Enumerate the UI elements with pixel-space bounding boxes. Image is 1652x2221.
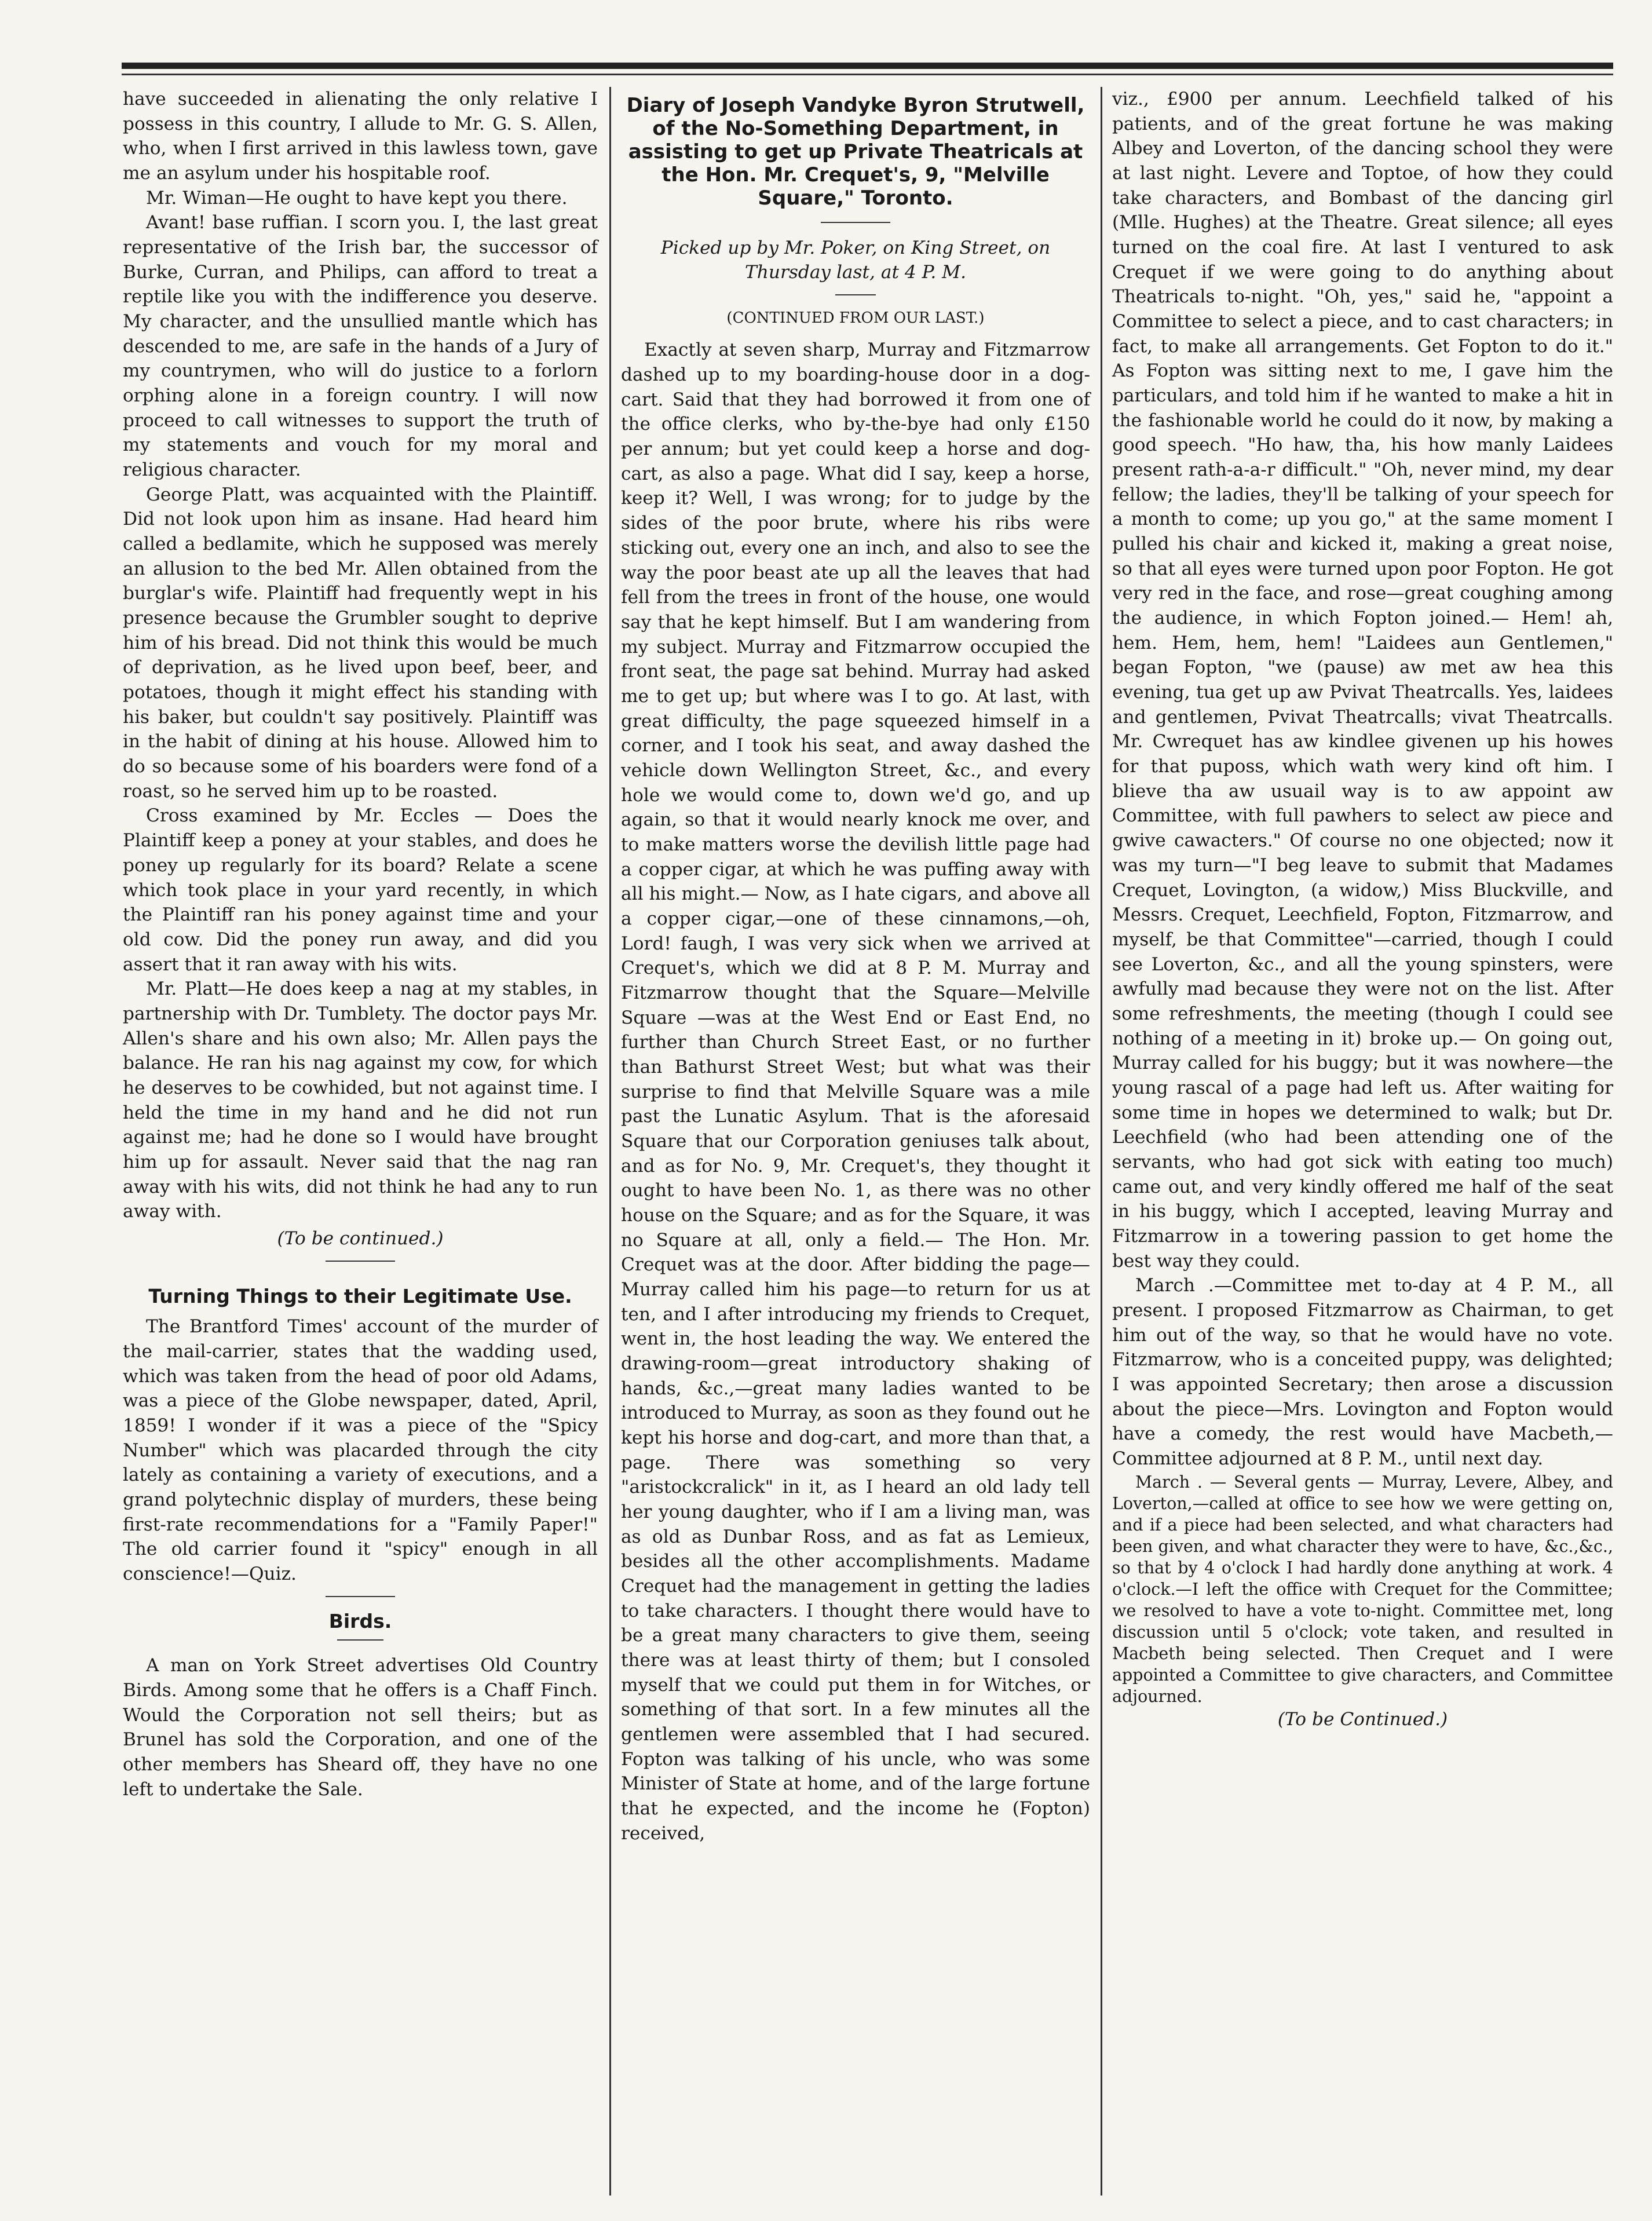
section-rule: [326, 1261, 395, 1262]
section-rule: [821, 222, 890, 223]
paragraph-birds: A man on York Street advertises Old Country Birds. Among some that he offers is a Chaff Finch. Would the Corporation not sell theirs; but as Brunel has sold the Corporation, and one of the other members has Sheard off, they have no one left to undertake the Sale.: [123, 1655, 598, 1800]
paragraph-diary-continued: viz., £900 per annum. Leechfield talked of his patients, and of the great fortune he was making Albey and Loverton, of the dancing school they were at last night. Levere and Toptoe, of how they could take characters, and Bombast of the dancing girl (Mlle. Hughes) at the Theatre. Great silence; all eyes turned on the coal fire. At last I ventured to ask Crequet if we were going to do anything about Theatricals to-night. "Oh, yes," said he, "appoint a Committee to select a piece, and to cast characters; in fact, to make all arrangements. Get Fopton to do it." As Fopton was sitting next to me, I gave him the particulars, and told him if he wanted to make a hit in the fashionable world he could do it now, by making a good speech. "Ho haw, tha, his how manly Laidees present rath-a-a-r difficult." "Oh, never mind, my dear fellow; the ladies, they'll be talking of your speech for a month to come; up you go," at the same moment I pulled his chair and kicked it, making a great noise, so that all eyes were turned upon poor Fopton. He got very red in the face, and rose—great coughing among the audience, in which Fopton joined.— Hem! ah, hem. Hem, hem, hem! "Laidees aun Gentlemen," began Fopton, "we (pause) aw met aw hea this evening, tua get up aw Pvivat Theatrcalls. Yes, laidees and gentlemen, Pvivat Theatrcalls; vivat Theatrcalls. Mr. Cwrequet has aw kindlee givenen up his howes for that puposs, which wath wery kind oft him. I blieve tha aw usuail way is to aw appoint aw Committee, with full pawhers to select aw piece and gwive cawacters." Of course no one objected; now it was my turn—"I beg leave to submit that Madames Crequet, Lovington, (a widow,) Miss Bluckville, and Messrs. Crequet, Leechfield, Fopton, Fitzmarrow, and myself, be that Committee"—carried, though I could see Loverton, &c., and all the young spinsters, were awfully mad because they were not on the list. After some refreshments, the meeting (though I could see nothing of a meeting in it) broke up.— On going out, Murray called for his buggy; but it was nowhere—the young rascal of a page had left us. After waiting for some time in hopes we determined to walk; but Dr. Leechfield (who had been attending one of the servants, who had got sick with eating too much) came out, and very kindly offered me half of the seat in his buggy, which I accepted, leaving Murray and Fitzmarrow in a towering passion to get home the best way they could.: [1112, 89, 1613, 1272]
paragraph-avant: Avant! base ruffian. I scorn you. I, the last great representative of the Irish bar, the successor of Burke, Curran, and Philips, can afford to treat a reptile like you with the indifference you deserve. My character, and the unsullied mantle which has descended to me, are safe in the hands of a Jury of my countrymen, who will do justice to a forlorn orphing alone in a foreign country. I will now proceed to call witnesses to support the truth of my statements and vouch for my moral and religious character.: [123, 212, 598, 481]
paragraph-cross-examined: Cross examined by Mr. Eccles — Does the Plaintiff keep a poney at your stables, and does he poney up regularly for its board? Relate a scene which took place in your yard recently, in which the Plaintiff ran his poney against time and your old cow. Did the poney run away, and did you assert that it ran away with his wits.: [123, 805, 598, 975]
to-be-continued: (To be continued.): [277, 1228, 444, 1249]
section-rule: [835, 294, 876, 295]
column-divider-2: [1101, 87, 1102, 2196]
paragraph-march-1: March .—Committee met to-day at 4 P. M., all present. I proposed Fitzmarrow as Chairman, to get him out of the way, so that he would have no vote. Fitzmarrow, who is a conceited puppy, was delighted; I was appointed Secretary; then arose a discussion about the piece—Mrs. Lovington and Fopton would have a comedy, the rest would have Macbeth,—Committee adjourned at 8 P. M., until next day.: [1112, 1275, 1613, 1469]
section-rule: [337, 1639, 383, 1641]
column-3: [1112, 87, 1613, 1732]
paragraph-wiman: Mr. Wiman—He ought to have kept you there.: [146, 187, 568, 209]
diary-subtitle: Picked up by Mr. Poker, on King Street, on Thursday last, at 4 P. M.: [660, 237, 1051, 283]
paragraph-continuation: have succeeded in alienating the only relative I possess in this country, I allude to Mr. G. S. Allen, who, when I first arrived in this lawless town, gave me an asylum under his hospitable roof.: [123, 89, 598, 184]
paragraph-brantford: The Brantford Times' account of the murder of the mail-carrier, states that the wadding used, which was taken from the head of poor old Adams, was a piece of the Globe newspaper, dated, April, 1859! I wonder if it was a piece of the "Spicy Number" which was placarded through the city lately as containing a variety of executions, and a grand polytechnic display of murders, these being first-rate recommendations for a "Family Paper!" The old carrier found it "spicy" enough in all conscience!—Quiz.: [123, 1316, 598, 1584]
paragraph-march-2: March . — Several gents — Murray, Levere, Albey, and Loverton,—called at office to see how we were getting on, and if a piece had been selected, and what characters had been given, and what character they were to have, &c.,&c., so that by 4 o'clock I had hardly done anything at work. 4 o'clock.—I left the office with Crequet for the Committee; we resolved to have a vote to-night. Committee met, long discussion until 5 o'clock; vote taken, and resulted in Macbeth being selected. Then Crequet and I were appointed a Committee to give characters, and Committee adjourned.: [1112, 1472, 1613, 1707]
diary-title: Diary of Joseph Vandyke Byron Strutwell, of the No-Something Department, in assisting to get up Private Theatricals at the Hon. Mr. Crequet's, 9, "Melville Square," Toronto.: [626, 94, 1085, 210]
section-rule: [326, 1596, 395, 1597]
top-rule: [122, 63, 1613, 69]
heading-birds: Birds.: [328, 1609, 392, 1632]
continued-from-last: (CONTINUED FROM OUR LAST.): [726, 309, 985, 327]
top-rule-thin: [122, 74, 1613, 75]
paragraph-mr-platt: Mr. Platt—He does keep a nag at my stables, in partnership with Dr. Tumblety. The doctor pays Mr. Allen's share and his own also; Mr. Allen pays the balance. He ran his nag against my cow, for which he deserves to be cowhided, but not against time. I held the time in my hand and he did not run against me; had he done so I would have brought him up for assault. Never said that the nag ran away with his wits, did not think he had any to run away with.: [123, 978, 598, 1222]
heading-legitimate-use: Turning Things to their Legitimate Use.: [148, 1284, 572, 1307]
column-2: [621, 87, 1090, 1846]
column-divider-1: [609, 87, 611, 2196]
paragraph-george-platt: George Platt, was acquainted with the Plaintiff. Did not look upon him as insane. Had heard him called a bedlamite, which he supposed was merely an allusion to the bed Mr. Allen obtained from the burglar's wife. Plaintiff had frequently wept in his presence because the Grumbler sought to deprive him of his bread. Did not think this would be much of deprivation, as he lived upon beef, beer, and potatoes, though it might effect his standing with his baker, but couldn't say positively. Plaintiff was in the habit of dining at his house. Allowed him to do so because some of his boarders were fond of a roast, so he served him up to be roasted.: [123, 484, 598, 802]
column-1: [123, 87, 598, 1802]
to-be-continued: (To be Continued.): [1277, 1709, 1448, 1730]
paragraph-diary: Exactly at seven sharp, Murray and Fitzmarrow dashed up to my boarding-house door in a dog-cart. Said that they had borrowed it from one of the office clerks, who by-the-bye had only £150 per annum; but yet could keep a horse and dog-cart, as also a page. What did I say, keep a horse, keep it? Well, I was wrong; for to judge by the sides of the poor brute, where his ribs were sticking out, every one an inch, and also to see the way the poor beast ate up all the leaves that had fell from the trees in front of the house, one would say that he kept himself. But I am wandering from my subject. Murray and Fitzmarrow occupied the front seat, the page sat behind. Murray had asked me to get up; but where was I to go. At last, with great difficulty, the page squeezed himself in a corner, and I took his seat, and away dashed the vehicle down Wellington Street, &c., and every hole we would come to, down we'd go, and up again, so that it would nearly knock me over, and to make matters worse the devilish little page had a copper cigar, at which he was puffing away with all his might.— Now, as I hate cigars, and above all a copper cigar,—one of these cinnamons,—oh, Lord! faugh, I was very sick when we arrived at Crequet's, which we did at 8 P. M. Murray and Fitzmarrow thought that the Square—Melville Square —was at the West End or East End, no further than Church Street East, or no further than Bathurst Street West; but what was their surprise to find that Melville Square was a mile past the Lunatic Asylum. That is the aforesaid Square that our Corporation geniuses talk about, and as for No. 9, Mr. Crequet's, they thought it ought to have been No. 1, as there was no other house on the Square; and as for the Square, it was no Square at all, only a field.— The Hon. Mr. Crequet was at the door. After bidding the page—Murray called him his page—to return for us at ten, and I after introducing my friends to Crequet, went in, the host leading the way. We entered the drawing-room—great introductory shaking of hands, &c.,—great many ladies wanted to be introduced to Murray, as soon as they found out he kept his horse and dog-cart, and more than that, a page. There was something so very "aristockcralick" in it, as I heard an old lady tell her young daughter, who if I am a living man, was as old as Dunbar Ross, and as fat as Lemieux, besides all the other accomplishments. Madame Crequet had the management in getting the ladies to take characters. I thought there would have to be a great many characters to give them, seeing there was at least thirty of them; but I consoled myself that we could put them in for Witches, or something of that sort. In a few minutes all the gentlemen were assembled that I had secured. Fopton was talking of his uncle, who was some Minister of State at home, and of the large fortune that he expected, and the income he (Fopton) received,: [621, 339, 1090, 1844]
